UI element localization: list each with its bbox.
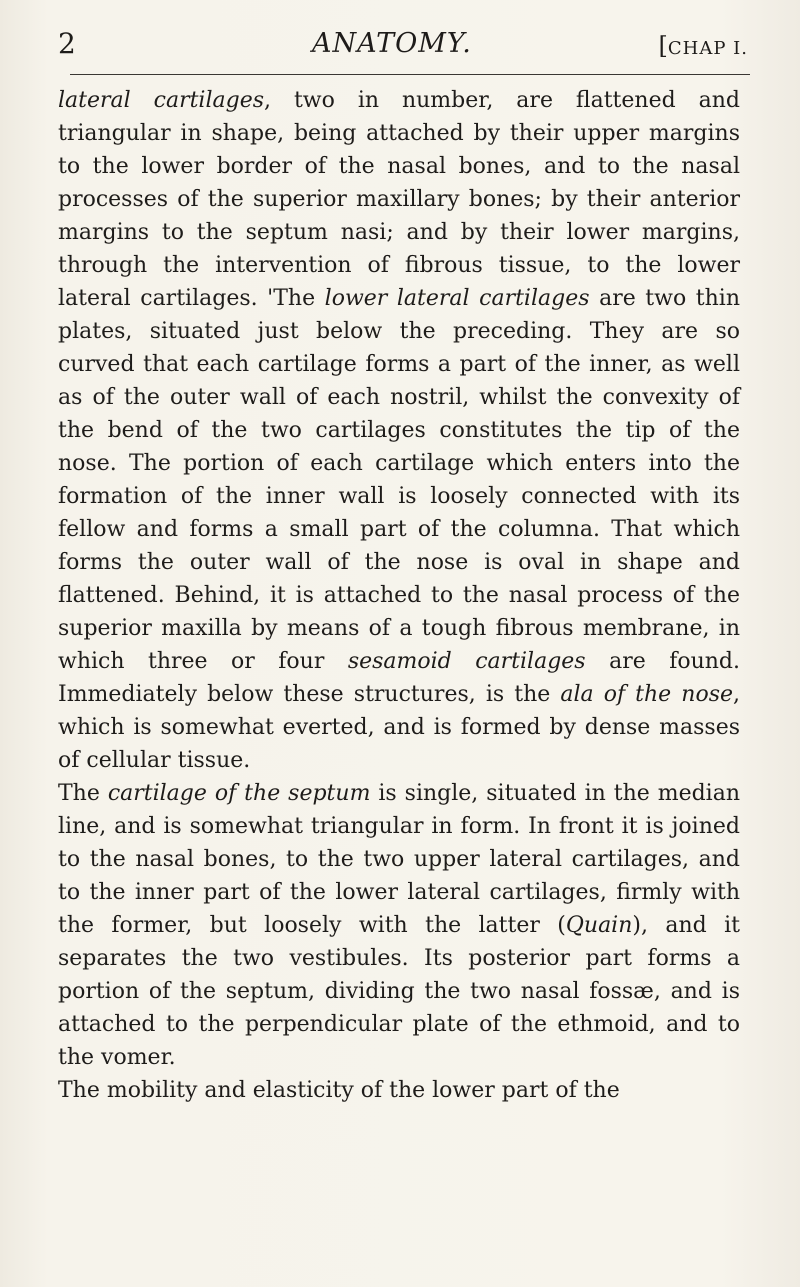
term-lateral-cartilages: lateral cartilages xyxy=(58,88,265,113)
citation-quain: Quain xyxy=(565,913,633,938)
header-rule xyxy=(70,74,750,75)
page-header xyxy=(58,28,748,72)
chapter-label: CHAP I. xyxy=(667,38,748,59)
paragraph-lateral-cartilages: lateral cartilages, two in number, are flattened and triangular in shape, being attached by their upper margins to the lower border of the nasal bones, and to the nasal processes of the superior maxillary bones; by their anterior margins to the septum nasi; and by their lower margins, through the intervention of fibrous tissue, to the lower lateral cartilages. 'The lower lateral cartilages are two thin plates, situated just below the preceding. They are so curved that each cartilage forms a part of the inner, as well as of the outer wall of each nostril, whilst the convexity of the bend of the two cartilages constitutes the tip of the nose. The portion of each cartilage which enters into the formation of the inner wall is loosely connected with its fellow and forms a small part of the columna. That which forms the outer wall of the nose is oval in shape and flattened. Behind, it is attached to the nasal process of the superior maxilla by means of a tough fibrous membrane, in which three or four sesamoid cartilages are found. Immediately below these structures, is the ala of the nose, which is somewhat everted, and is formed by dense masses of cellular tissue. xyxy=(58,88,741,773)
term-ala-of-the-nose: ala of the nose xyxy=(560,682,734,707)
paragraph-septum: The cartilage of the septum is single, situated in the median line, and is somewhat triangular in form. In front it is joined to the nasal bones, to the two upper lateral cartilages, and to the inner part of the lower lateral cartilages, firmly with the former, but loosely with the latter (Quain), and it separates the two vestibules. Its posterior part forms a portion of the septum, dividing the two nasal fossæ, and is attached to the perpendicular plate of the ethmoid, and to the vomer. xyxy=(58,781,741,1070)
chapter-bracket: [ xyxy=(658,32,668,60)
term-sesamoid-cartilages: sesamoid cartilages xyxy=(347,649,586,674)
running-title: ANATOMY. xyxy=(312,28,472,59)
chapter-reference xyxy=(658,30,748,65)
page-number: 2 xyxy=(58,27,76,60)
body-text xyxy=(58,84,740,1107)
term-lower-lateral-cartilages: lower lateral cartilages xyxy=(324,286,590,311)
paragraph-mobility: The mobility and elasticity of the lower part of the xyxy=(58,1078,620,1103)
term-cartilage-of-the-septum: cartilage of the septum xyxy=(107,781,371,806)
